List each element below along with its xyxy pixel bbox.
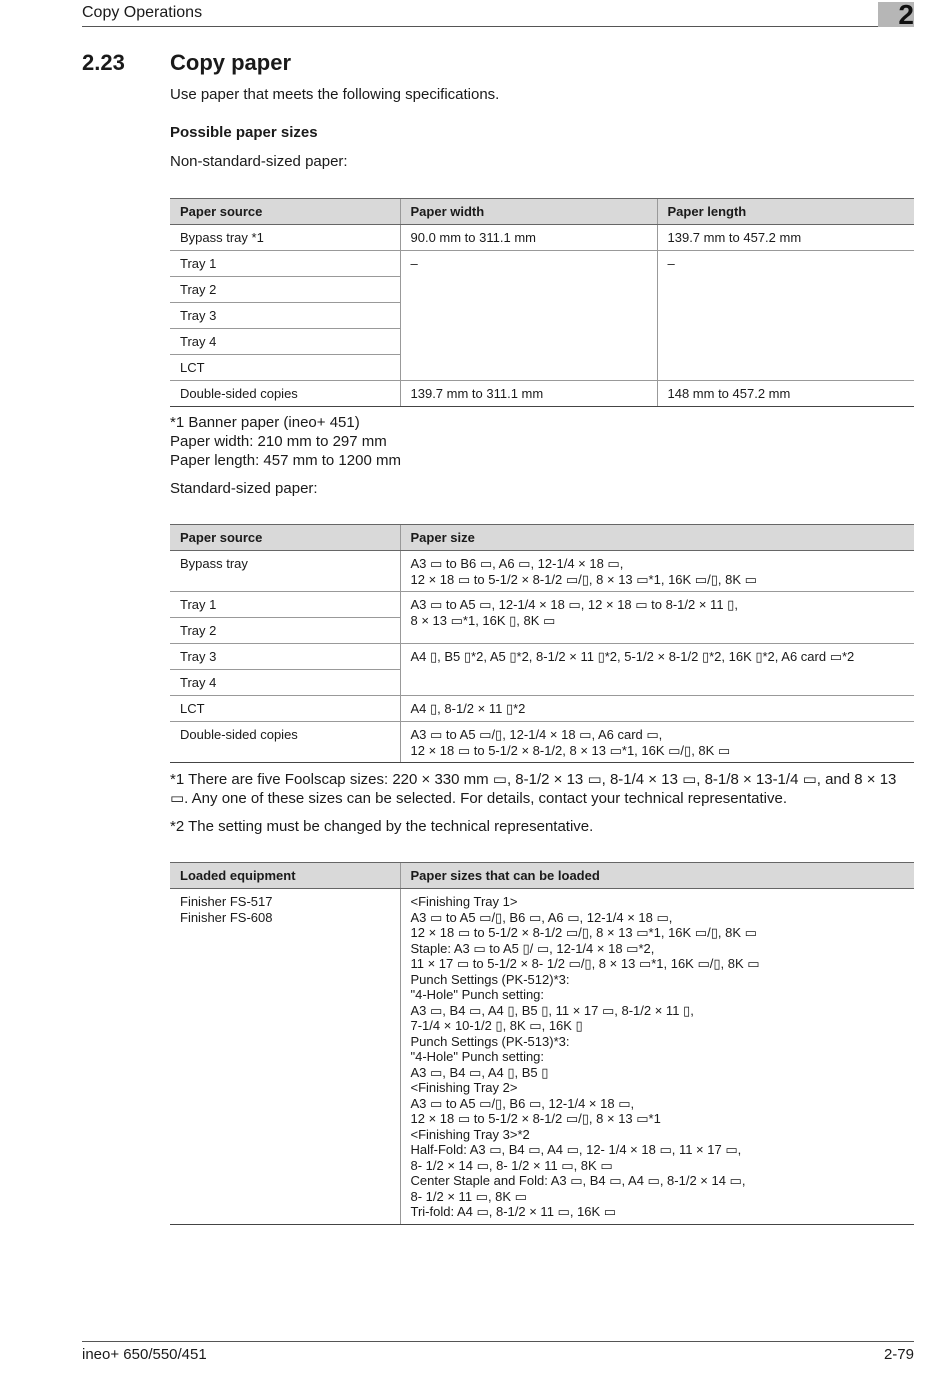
cell-length: – [657,251,914,381]
column-header: Paper sizes that can be loaded [400,863,914,889]
cell-source: Tray 1 [170,251,400,277]
cell-source: Double-sided copies [170,722,400,763]
cell-size: A3 ▭ to A5 ▭, 12-1/4 × 18 ▭, 12 × 18 ▭ to 8-1/2 × 11 ▯, 8 × 13 ▭*1, 16K ▯, 8K ▭ [400,592,914,644]
table-row [170,696,914,722]
table-header-row [170,199,914,225]
nonstandard-label: Non-standard-sized paper: [170,153,348,170]
table-row [170,551,914,592]
page-number: 2-79 [883,1346,914,1363]
nonstandard-table [170,198,914,407]
column-header: Paper source [170,199,400,225]
cell-source: Tray 4 [170,670,400,696]
cell-source: Tray 2 [170,618,400,644]
footnote-technical: *2 The setting must be changed by the technical representative. [170,818,594,835]
footer-rule [82,1341,914,1342]
chapter-number: 2 [898,0,914,30]
cell-source: Tray 3 [170,644,400,670]
cell-size: A3 ▭ to B6 ▭, A6 ▭, 12-1/4 × 18 ▭, 12 × 18 ▭ to 5-1/2 × 8-1/2 ▭/▯, 8 × 13 ▭*1, 16K ▭/▯, 8K ▭ [400,551,914,592]
section-title: Copy paper [170,50,292,75]
chapter-tab [878,0,914,30]
table-row [170,381,914,407]
table-row [170,889,914,1225]
table-row [170,644,914,670]
cell-size: A4 ▯, 8-1/2 × 11 ▯*2 [400,696,914,722]
standard-label: Standard-sized paper: [170,480,318,497]
cell-source: Bypass tray *1 [170,225,400,251]
column-header: Paper source [170,525,400,551]
cell-width: – [400,251,657,381]
cell-source: Double-sided copies [170,381,400,407]
footnote-banner: *1 Banner paper (ineo+ 451) Paper width: 210 mm to 297 mm Paper length: 457 mm to 1200 mm [170,414,401,469]
table-row [170,722,914,763]
table-header-row [170,525,914,551]
column-header: Paper size [400,525,914,551]
section-number: 2.23 [82,50,125,75]
footnote-foolscap: *1 There are five Foolscap sizes: 220 × 330 mm ▭, 8-1/2 × 13 ▭, 8-1/4 × 13 ▭, 8-1/8 × 13-1/4 ▭, and 8 × 13 ▭. Any one of these sizes can be selected. For details, contact your technical representative. [170,771,897,807]
cell-source: Bypass tray [170,551,400,592]
cell-sizes: <Finishing Tray 1> A3 ▭ to A5 ▭/▯, B6 ▭, A6 ▭, 12-1/4 × 18 ▭, 12 × 18 ▭ to 5-1/2 × 8-1/2 ▭/▯, 8 × 13 ▭*1, 16K ▭/▯, 8K ▭ Staple: A3 ▭ to A5 ▯/ ▭, 12-1/4 × 18 ▭*2, 11 × 17 ▭ to 5-1/2 × 8- 1/2 ▭/▯, 8 × 13 ▭*1, 16K ▭/▯, 8K ▭ Punch Settings (PK-512)*3: "4-Hole" Punch setting: A3 ▭, B4 ▭, A4 ▯, B5 ▯, 11 × 17 ▭, 8-1/2 × 11 ▯, 7-1/4 × 10-1/2 ▯, 8K ▭, 16K ▯ Punch Settings (PK-513)*3: "4-Hole" Punch setting: A3 ▭, B4 ▭, A4 ▯, B5 ▯ <Finishing Tray 2> A3 ▭ to A5 ▭/▯, B6 ▭, 12-1/4 × 18 ▭, 12 × 18 ▭ to 5-1/2 × 8-1/2 ▭/▯, 8 × 13 ▭*1 <Finishing Tray 3>*2 Half-Fold: A3 ▭, B4 ▭, A4 ▭, 12- 1/4 × 18 ▭, 11 × 17 ▭, 8- 1/2 × 14 ▭, 8- 1/2 × 11 ▭, 8K ▭ Center Staple and Fold: A3 ▭, B4 ▭, A4 ▭, 8-1/2 × 14 ▭, 8- 1/2 × 11 ▭, 8K ▭ Tri-fold: A4 ▭, 8-1/2 × 11 ▭, 16K ▭ [400,889,914,1225]
cell-source: LCT [170,355,400,381]
cell-width: 90.0 mm to 311.1 mm [400,225,657,251]
cell-length: 139.7 mm to 457.2 mm [657,225,914,251]
table-row [170,251,914,277]
subheading: Possible paper sizes [170,124,318,141]
table-row [170,225,914,251]
running-header: Copy Operations [82,4,203,21]
cell-size: A3 ▭ to A5 ▭/▯, 12-1/4 × 18 ▭, A6 card ▭, 12 × 18 ▭ to 5-1/2 × 8-1/2, 8 × 13 ▭*1, 16K ▭/▯, 8K ▭ [400,722,914,763]
table-row [170,592,914,618]
standard-table [170,524,914,763]
header-rule [82,26,878,27]
cell-source: Tray 4 [170,329,400,355]
table-header-row [170,863,914,889]
cell-source: Tray 3 [170,303,400,329]
equipment-table [170,862,914,1225]
cell-width: 139.7 mm to 311.1 mm [400,381,657,407]
intro-text: Use paper that meets the following specifications. [170,86,500,103]
cell-source: Tray 2 [170,277,400,303]
cell-length: 148 mm to 457.2 mm [657,381,914,407]
cell-size: A4 ▯, B5 ▯*2, A5 ▯*2, 8-1/2 × 11 ▯*2, 5-1/2 × 8-1/2 ▯*2, 16K ▯*2, A6 card ▭*2 [400,644,914,696]
column-header: Paper width [400,199,657,225]
cell-equipment: Finisher FS-517 Finisher FS-608 [170,889,400,1225]
footer-model: ineo+ 650/550/451 [82,1346,207,1363]
column-header: Loaded equipment [170,863,400,889]
cell-source: Tray 1 [170,592,400,618]
column-header: Paper length [657,199,914,225]
cell-source: LCT [170,696,400,722]
